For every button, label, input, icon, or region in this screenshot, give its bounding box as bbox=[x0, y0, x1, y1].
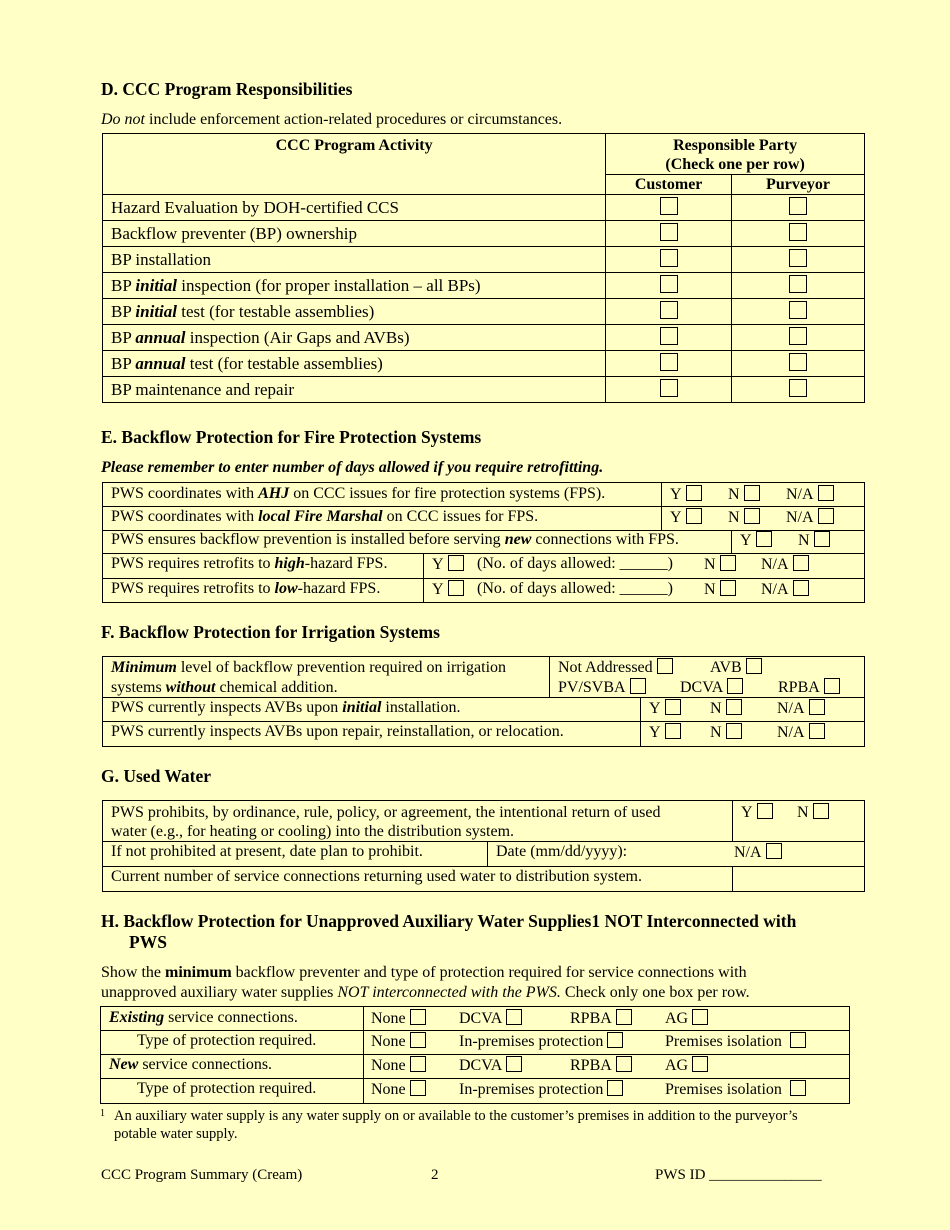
responsibility-activity: BP maintenance and repair bbox=[103, 377, 606, 403]
aux-new-ag[interactable]: AG bbox=[665, 1056, 708, 1075]
fps-marshal-y[interactable]: Y bbox=[670, 508, 702, 527]
fps-high-days[interactable]: (No. of days allowed: ______) bbox=[477, 555, 673, 572]
irr-repair-n[interactable]: N bbox=[710, 723, 742, 742]
responsibility-purveyor-checkbox[interactable] bbox=[732, 351, 865, 377]
responsibility-purveyor-checkbox[interactable] bbox=[732, 377, 865, 403]
responsibility-customer-checkbox[interactable] bbox=[606, 273, 732, 299]
fps-high-y[interactable]: Y bbox=[432, 555, 464, 574]
fps-new-label: PWS ensures backflow prevention is installed before serving new connections with FPS. bbox=[111, 531, 679, 548]
used-water-date[interactable]: Date (mm/dd/yyyy): bbox=[496, 843, 628, 860]
fps-marshal-label: PWS coordinates with local Fire Marshal on CCC issues for FPS. bbox=[111, 508, 539, 525]
aux-new-rpba[interactable]: RPBA bbox=[570, 1056, 632, 1075]
irr-not-addressed[interactable]: Not Addressed bbox=[558, 658, 673, 677]
section-h-title: H. Backflow Protection for Unapproved Auxiliary Water Supplies1 NOT Interconnected with PWS bbox=[101, 911, 797, 952]
irr-initial-label: PWS currently inspects AVBs upon initial installation. bbox=[111, 699, 461, 716]
fps-marshal-n[interactable]: N bbox=[728, 508, 760, 527]
responsibility-row bbox=[103, 325, 865, 351]
aux-new-premises-isolation[interactable]: Premises isolation bbox=[665, 1080, 806, 1099]
col-header-customer: Customer bbox=[606, 175, 732, 195]
responsibility-activity: BP installation bbox=[103, 247, 606, 273]
aux-existing-premises-isolation[interactable]: Premises isolation bbox=[665, 1032, 806, 1051]
responsibility-customer-checkbox[interactable] bbox=[606, 221, 732, 247]
fps-low-label: PWS requires retrofits to low-hazard FPS. bbox=[111, 580, 381, 597]
responsibility-row bbox=[103, 221, 865, 247]
section-e-reminder: Please remember to enter number of days allowed if you require retrofitting. bbox=[101, 459, 604, 476]
responsibility-activity: BP initial inspection (for proper installation – all BPs) bbox=[103, 273, 606, 299]
responsibility-purveyor-checkbox[interactable] bbox=[732, 195, 865, 221]
responsibility-row bbox=[103, 195, 865, 221]
section-e-title: E. Backflow Protection for Fire Protection Systems bbox=[101, 427, 482, 447]
irr-pvsvba[interactable]: PV/SVBA bbox=[558, 678, 646, 697]
irr-rpba[interactable]: RPBA bbox=[778, 678, 840, 697]
footnote: 1 An auxiliary water supply is any water supply on or available to the customer’s premises in addition to the purveyor’s potable water supply. bbox=[100, 1108, 798, 1142]
fps-marshal-na[interactable]: N/A bbox=[786, 508, 834, 527]
used-water-count-field[interactable] bbox=[735, 867, 861, 889]
section-f-title: F. Backflow Protection for Irrigation Systems bbox=[101, 622, 440, 642]
used-water-prohibit-label: PWS prohibits, by ordinance, rule, policy, or agreement, the intentional return of used water (e.g., for heating or cooling) into the distribution system. bbox=[111, 804, 661, 840]
fire-protection-table bbox=[102, 482, 865, 603]
aux-existing-dcva[interactable]: DCVA bbox=[459, 1009, 522, 1028]
responsibility-purveyor-checkbox[interactable] bbox=[732, 299, 865, 325]
fps-ahj-label: PWS coordinates with AHJ on CCC issues for fire protection systems (FPS). bbox=[111, 485, 606, 502]
irr-dcva[interactable]: DCVA bbox=[680, 678, 743, 697]
responsibility-activity: BP initial test (for testable assemblies) bbox=[103, 299, 606, 325]
responsibility-row bbox=[103, 273, 865, 299]
section-h-intro: Show the minimum backflow preventer and type of protection required for service connections with unapproved auxiliary water supplies NOT interconnected with the PWS. Check only one box per row. bbox=[101, 964, 750, 1001]
responsibility-customer-checkbox[interactable] bbox=[606, 377, 732, 403]
responsibility-activity: BP annual inspection (Air Gaps and AVBs) bbox=[103, 325, 606, 351]
col-header-activity: CCC Program Activity bbox=[103, 134, 606, 195]
section-d-title: D. CCC Program Responsibilities bbox=[101, 79, 353, 99]
footer-form-name: CCC Program Summary (Cream) bbox=[101, 1167, 303, 1183]
responsibility-row bbox=[103, 351, 865, 377]
aux-new-none[interactable]: None bbox=[371, 1056, 426, 1075]
responsibility-purveyor-checkbox[interactable] bbox=[732, 247, 865, 273]
fps-new-n[interactable]: N bbox=[798, 531, 830, 550]
responsibility-row bbox=[103, 377, 865, 403]
aux-existing-none[interactable]: None bbox=[371, 1009, 426, 1028]
used-water-date-na[interactable]: N/A bbox=[734, 843, 782, 862]
aux-existing-rpba[interactable]: RPBA bbox=[570, 1009, 632, 1028]
responsibility-activity: Hazard Evaluation by DOH-certified CCS bbox=[103, 195, 606, 221]
fps-low-y[interactable]: Y bbox=[432, 580, 464, 599]
fps-low-n[interactable]: N bbox=[704, 580, 736, 599]
responsibility-purveyor-checkbox[interactable] bbox=[732, 221, 865, 247]
fps-high-n[interactable]: N bbox=[704, 555, 736, 574]
aux-existing-inpremises[interactable]: In-premises protection bbox=[459, 1032, 623, 1051]
fps-high-na[interactable]: N/A bbox=[761, 555, 809, 574]
footer-page-number: 2 bbox=[431, 1167, 439, 1183]
irr-repair-label: PWS currently inspects AVBs upon repair, reinstallation, or relocation. bbox=[111, 723, 564, 740]
aux-existing-type-label: Type of protection required. bbox=[137, 1032, 317, 1049]
responsibility-purveyor-checkbox[interactable] bbox=[732, 273, 865, 299]
aux-new-label: New service connections. bbox=[109, 1056, 273, 1073]
responsibility-customer-checkbox[interactable] bbox=[606, 299, 732, 325]
responsibilities-rows bbox=[103, 195, 865, 403]
fps-ahj-na[interactable]: N/A bbox=[786, 485, 834, 504]
aux-new-type-label: Type of protection required. bbox=[137, 1080, 317, 1097]
aux-new-inpremises[interactable]: In-premises protection bbox=[459, 1080, 623, 1099]
responsibility-customer-checkbox[interactable] bbox=[606, 247, 732, 273]
responsibility-activity: BP annual test (for testable assemblies) bbox=[103, 351, 606, 377]
irr-repair-na[interactable]: N/A bbox=[777, 723, 825, 742]
irr-initial-y[interactable]: Y bbox=[649, 699, 681, 718]
fps-ahj-y[interactable]: Y bbox=[670, 485, 702, 504]
irr-initial-n[interactable]: N bbox=[710, 699, 742, 718]
used-water-table bbox=[102, 800, 865, 892]
irr-repair-y[interactable]: Y bbox=[649, 723, 681, 742]
col-header-party: Responsible Party (Check one per row) bbox=[606, 134, 865, 175]
col-header-purveyor: Purveyor bbox=[732, 175, 865, 195]
used-water-n[interactable]: N bbox=[797, 803, 829, 822]
fps-new-y[interactable]: Y bbox=[740, 531, 772, 550]
responsibility-activity: Backflow preventer (BP) ownership bbox=[103, 221, 606, 247]
responsibility-customer-checkbox[interactable] bbox=[606, 351, 732, 377]
aux-new-type-none[interactable]: None bbox=[371, 1080, 426, 1099]
fps-low-days[interactable]: (No. of days allowed: ______) bbox=[477, 580, 673, 597]
aux-existing-type-none[interactable]: None bbox=[371, 1032, 426, 1051]
responsibility-row bbox=[103, 299, 865, 325]
responsibilities-table bbox=[102, 133, 865, 403]
irr-initial-na[interactable]: N/A bbox=[777, 699, 825, 718]
irr-avb[interactable]: AVB bbox=[710, 658, 762, 677]
fps-ahj-n[interactable]: N bbox=[728, 485, 760, 504]
aux-existing-label: Existing service connections. bbox=[109, 1009, 298, 1026]
aux-supply-table bbox=[100, 1006, 850, 1104]
used-water-y[interactable]: Y bbox=[741, 803, 773, 822]
aux-new-dcva[interactable]: DCVA bbox=[459, 1056, 522, 1075]
irrigation-minimum-label: Minimum level of backflow prevention required on irrigation systems without chemical addition. bbox=[111, 659, 507, 696]
section-d-note: Do not include enforcement action-related procedures or circumstances. bbox=[101, 111, 563, 128]
fps-high-label: PWS requires retrofits to high-hazard FPS. bbox=[111, 555, 388, 572]
responsibility-row bbox=[103, 247, 865, 273]
responsibility-customer-checkbox[interactable] bbox=[606, 325, 732, 351]
used-water-plan-label: If not prohibited at present, date plan to prohibit. bbox=[111, 843, 423, 860]
used-water-count-label: Current number of service connections returning used water to distribution system. bbox=[111, 868, 642, 885]
section-g-title: G. Used Water bbox=[101, 766, 212, 786]
aux-existing-ag[interactable]: AG bbox=[665, 1009, 708, 1028]
fps-low-na[interactable]: N/A bbox=[761, 580, 809, 599]
irrigation-table bbox=[102, 656, 865, 747]
responsibility-customer-checkbox[interactable] bbox=[606, 195, 732, 221]
footer-pws-id[interactable]: PWS ID _______________ bbox=[655, 1167, 822, 1183]
responsibility-purveyor-checkbox[interactable] bbox=[732, 325, 865, 351]
